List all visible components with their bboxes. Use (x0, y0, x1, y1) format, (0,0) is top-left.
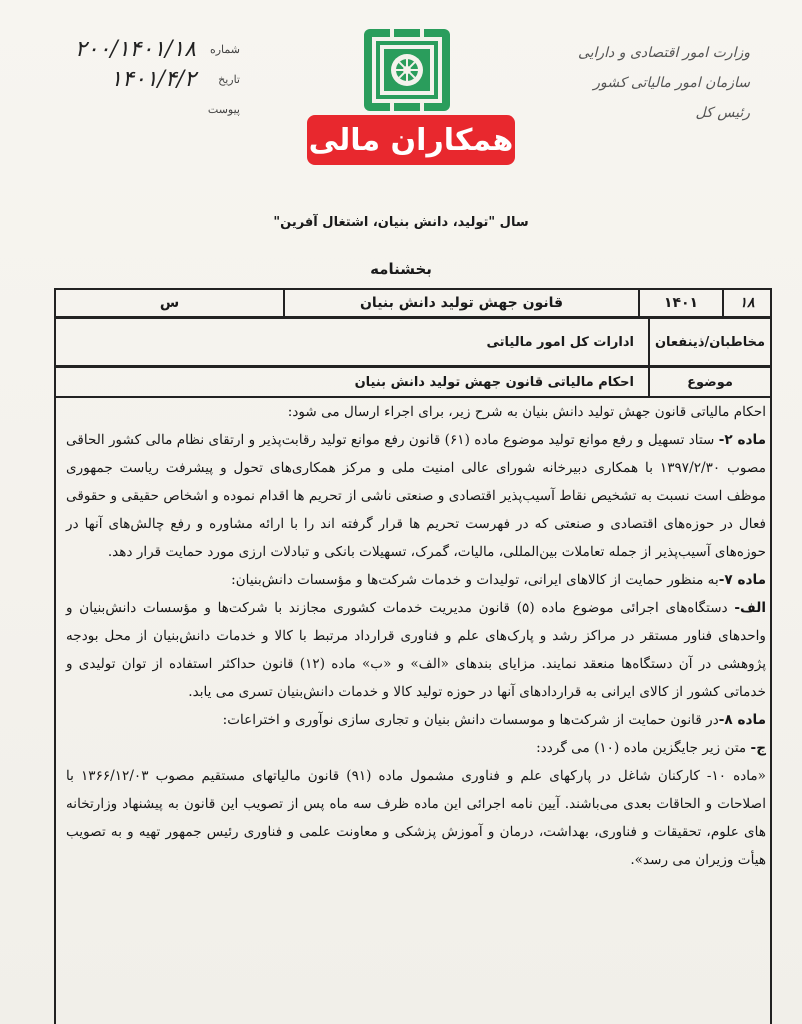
ministry-line-2: سازمان امور مالیاتی کشور (593, 75, 750, 91)
subject-label: موضوع (648, 368, 770, 396)
article-8 (66, 706, 766, 734)
article-10-quote: «ماده ۱۰- کارکنان شاغل در پارکهای علم و فناوری مشمول ماده (۹۱) قانون مالیاتهای مستقیم مصوب ۱۳۶۶/۱۲/۰۳ با اصلاحات و الحاقات بعدی می‌باشند. آیین نامه اجرائی این ماده ظرف سه ماه پس از تصویب این قانون به پیشنهاد وزارتخانه های علوم، تحقیقات و فناوری، بهداشت، درمان و آموزش پزشکی و معاونت علمی و فناوری رئیس جمهور تهیه و به تصویب هیأت وزیران می رسد». (66, 768, 767, 868)
body-intro: احکام مالیاتی قانون جهش تولید دانش بنیان به شرح زیر، برای اجراء ارسال می شود: (287, 404, 766, 420)
clause-alef (66, 594, 766, 706)
recipients-value: ادارات کل امور مالیاتی (486, 334, 634, 350)
article-2-text: ستاد تسهیل و رفع موانع تولید موضوع ماده (۶۱) قانون رفع موانع تولید رقابت‌پذیر و ارتقای نظام مالی کشور الحاقی مصوب ۱۳۹۷/۲/۳۰ با همکاری دبیرخانه شورای عالی امنیت ملی و مرکز همکاری‌های تحول و پیشرفت ریاست جمهوری موظف است نسبت به تشخیص نقاط آسیب‌پذیر اقتصادی و صنعتی ناشی از تحریم ها اقدام نموده و اشخاص حقیقی و حقوقی فعال در حوزه‌های اقتصادی و صنعتی که در فهرست تحریم ها قرار گرفته اند را با ارائه مشاوره و رفع چالش‌های آنها در حوزه‌های آسیب‌پذیر از جمله تعاملات بین‌المللی، مالیات، گمرک، تسهیلات بانکی و تبادلات ارزی مورد حمایت قرار دهد. (65, 432, 766, 560)
article-7-heading: ماده ۷- (718, 572, 766, 588)
ministry-line-1: وزارت امور اقتصادی و دارایی (577, 45, 750, 61)
circular-title: قانون جهش تولید دانش بنیان (283, 290, 638, 316)
article-7 (66, 566, 766, 594)
year-slogan: سال "تولید، دانش بنیان، اشتغال آفرین" (273, 215, 529, 230)
number-label: شماره (209, 42, 240, 56)
recipients-label: مخاطبان/ذینفعان (648, 319, 770, 365)
subject-row (54, 366, 772, 398)
subject-value: احکام مالیاتی قانون جهش تولید دانش بنیان (354, 374, 634, 390)
document-type: بخشنامه (370, 260, 432, 278)
circular-header-row (54, 288, 772, 318)
article-2-heading: ماده ۲- (718, 432, 766, 448)
clause-jim-text: متن زیر جایگزین ماده (۱۰) می گردد: (536, 740, 751, 756)
clause-alef-text: دستگاه‌های اجرائی موضوع ماده (۵) قانون مدیریت خدمات کشوری مجازند با شرکت‌ها و مؤسسات دانش‌بنیان و واحدهای فناور مستقر در مراکز رشد و پارک‌های علم و فناوری قرارداد مرتبط با کالا و خدمات دانش‌بنیان از محل بودجه پژوهشی در آن دستگاه‌ها منعقد نمایند. مزایای بندهای «الف» و «ب» ماده (۱۲) قانون حداکثر استفاده از توان تولیدی و خدماتی کشور از کالای ایرانی به قراردادهای آنها در حوزه تولید کالا و خدمات دانش‌بنیان تسری می یابد. (66, 600, 766, 700)
circular-classification: س (159, 295, 180, 311)
article-2 (66, 426, 766, 566)
watermark-banner: همکاران مالی (307, 115, 515, 165)
circular-body (66, 398, 766, 874)
tax-organization-emblem-icon (362, 27, 452, 113)
recipients-row (54, 317, 772, 367)
clause-jim (66, 734, 766, 762)
article-8-text: در قانون حمایت از شرکت‌ها و موسسات دانش بنیان و تجاری سازی نوآوری و اختراعات: (222, 712, 719, 728)
ministry-line-3: رئیس کل (695, 105, 750, 121)
date-label: تاریخ (218, 72, 240, 86)
article-7-text: به منظور حمایت از کالاهای ایرانی، تولیدات و خدمات شرکت‌ها و مؤسسات دانش‌بنیان: (231, 572, 719, 588)
clause-alef-heading: الف- (734, 600, 766, 616)
circular-number: ۱۸ (722, 290, 770, 316)
circular-year: ۱۴۰۱ (638, 290, 722, 316)
article-8-heading: ماده ۸- (718, 712, 766, 728)
letter-meta (60, 34, 240, 124)
letter-date: ۱۴۰۱/۴/۲ (110, 66, 196, 92)
letter-number: ۲۰۰/۱۴۰۱/۱۸ (74, 36, 196, 62)
ministry-header (550, 38, 750, 128)
attachment-label: پیوست (207, 102, 240, 116)
clause-jim-heading: ج- (750, 740, 766, 756)
